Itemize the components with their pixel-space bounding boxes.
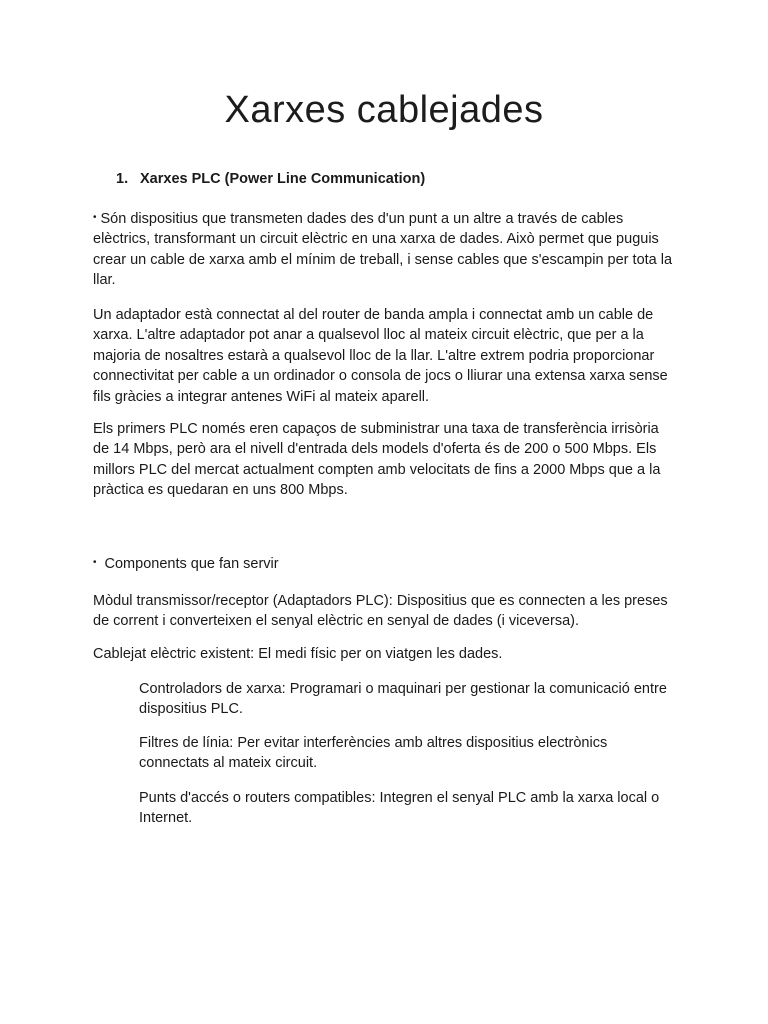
paragraph-intro <box>93 208 678 291</box>
bullet-marker: • <box>93 212 97 223</box>
page-title: Xarxes cablejades <box>224 89 544 131</box>
section-number: 1. <box>116 171 129 187</box>
components-heading-text: Components que fan servir <box>104 556 279 572</box>
sub-item-controllers: Controladors de xarxa: Programari o maquinari per gestionar la comunicació entre dispositius PLC. <box>139 681 667 718</box>
components-heading <box>93 553 678 574</box>
sub-item-filters: Filtres de línia: Per evitar interferències amb altres dispositius electrònics connectats al mateix circuit. <box>139 735 608 772</box>
paragraph-speeds: Els primers PLC només eren capaços de subministrar una taxa de transferència irrisòria de 14 Mbps, però ara el nivell d'entrada dels models d'oferta és de 200 o 500 Mbps. Els millors PLC del mercat actualment compten amb velocitats de fins a 2000 Mbps que a la pràctica es quedaran en uns 800 Mbps. <box>93 421 661 499</box>
component-wiring: Cablejat elèctric existent: El medi físic per on viatgen les dades. <box>93 646 503 662</box>
paragraph-intro-text: Són dispositius que transmeten dades des d'un punt a un altre a través de cables elèctrics, transformant un circuit elèctric en una xarxa de dades. Això permet que puguis crear un cable de xarxa amb el mínim de treball, i sense cables que s'escampin per tota la llar. <box>93 211 673 289</box>
section-heading-text: Xarxes PLC (Power Line Communication) <box>140 171 426 187</box>
section-heading <box>116 170 425 188</box>
bullet-marker: • <box>93 557 97 568</box>
component-transmitter: Mòdul transmissor/receptor (Adaptadors PLC): Dispositius que es connecten a les preses de corrent i converteixen el senyal elèctric en senyal de dades (i viceversa). <box>93 593 668 630</box>
paragraph-adapter: Un adaptador està connectat al del router de banda ampla i connectat amb un cable de xarxa. L'altre adaptador pot anar a qualsevol lloc al mateix circuit elèctric, que per a la majoria de nosaltres estarà a qualsevol lloc de la llar. L'altre extrem podria proporcionar connectivitat per cable a un ordinador o consola de jocs o lliurar una extensa xarxa sense fils gràcies a integrar antenes WiFi al mateix aparell. <box>93 307 668 405</box>
sub-item-access-points: Punts d'accés o routers compatibles: Integren el senyal PLC amb la xarxa local o Internet. <box>139 790 660 827</box>
